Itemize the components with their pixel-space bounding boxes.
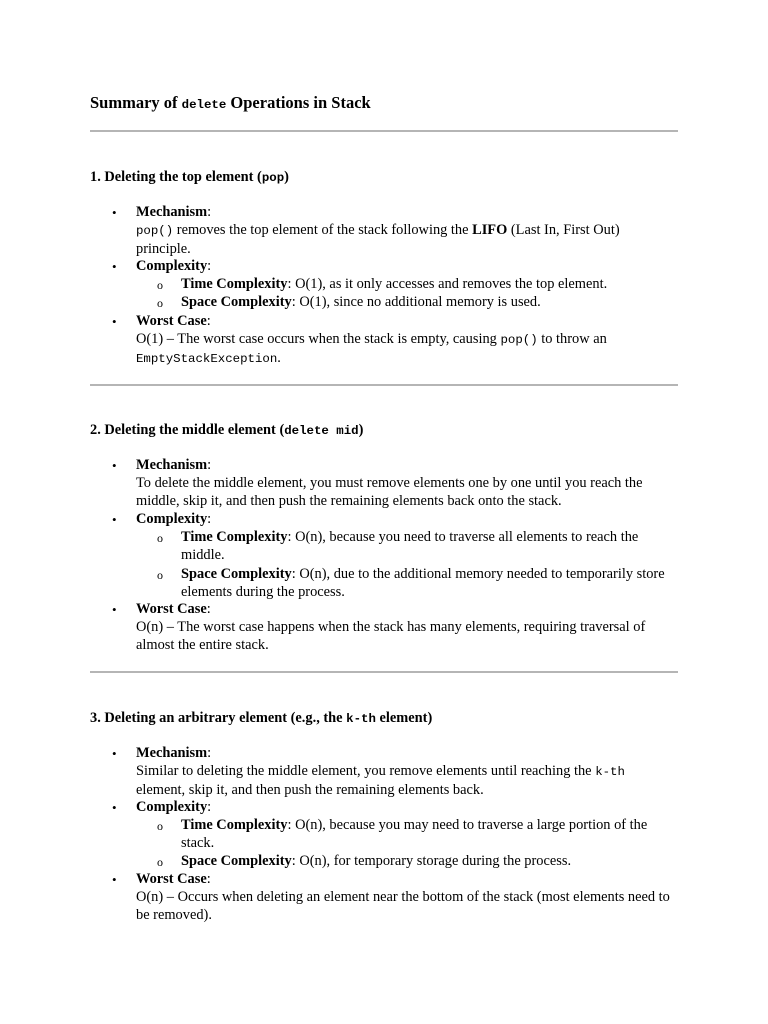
- worst-case-item: Worst Case: O(n) – The worst case happens when the stack has many elements, requiring traversal of almost the entire stack.: [136, 601, 646, 653]
- bullet-icon: •: [112, 512, 117, 527]
- complexity-item: Complexity:: [136, 258, 212, 274]
- complexity-item: Complexity:: [136, 511, 212, 527]
- page-title: Summary of delete Operations in Stack: [90, 93, 371, 112]
- divider: [90, 130, 678, 132]
- space-complexity-item: Space Complexity: O(n), for temporary storage during the process.: [181, 853, 572, 869]
- mechanism-item: Mechanism: pop() removes the top element of the stack following the LIFO (Last In, First Out) principle.: [136, 204, 620, 257]
- space-complexity-item: Space Complexity: O(1), since no additional memory is used.: [181, 294, 541, 310]
- space-complexity-item: Space Complexity: O(n), due to the additional memory needed to temporarily store elements during the process.: [181, 566, 665, 600]
- sub-bullet-icon: o: [157, 855, 163, 869]
- bullet-icon: •: [112, 205, 117, 220]
- worst-case-item: Worst Case: O(n) – Occurs when deleting an element near the bottom of the stack (most elements need to be removed).: [136, 871, 670, 923]
- sub-bullet-icon: o: [157, 296, 163, 310]
- bullet-icon: •: [112, 314, 117, 329]
- time-complexity-item: Time Complexity: O(n), because you need to traverse all elements to reach the middle.: [181, 529, 639, 563]
- mechanism-item: Mechanism: Similar to deleting the middle element, you remove elements until reaching the k-th element, skip it, and then push the remaining elements back.: [136, 745, 625, 798]
- bullet-icon: •: [112, 602, 117, 617]
- section-heading-delete-mid: 2. Deleting the middle element (delete mid): [90, 422, 364, 438]
- complexity-item: Complexity:: [136, 799, 212, 815]
- time-complexity-item: Time Complexity: O(n), because you may need to traverse a large portion of the stack.: [181, 817, 648, 851]
- sub-bullet-icon: o: [157, 531, 163, 545]
- divider: [90, 384, 678, 386]
- section-heading-kth: 3. Deleting an arbitrary element (e.g., the k-th element): [90, 710, 433, 726]
- section-heading-pop: 1. Deleting the top element (pop): [90, 169, 289, 185]
- bullet-icon: •: [112, 458, 117, 473]
- bullet-icon: •: [112, 800, 117, 815]
- time-complexity-item: Time Complexity: O(1), as it only accesses and removes the top element.: [181, 276, 608, 292]
- bullet-icon: •: [112, 872, 117, 887]
- sub-bullet-icon: o: [157, 819, 163, 833]
- sub-bullet-icon: o: [157, 568, 163, 582]
- bullet-icon: •: [112, 746, 117, 761]
- mechanism-item: Mechanism: To delete the middle element, you must remove elements one by one until you reach the middle, skip it, and then push the remaining elements back onto the stack.: [136, 457, 643, 509]
- divider: [90, 671, 678, 673]
- bullet-icon: •: [112, 259, 117, 274]
- sub-bullet-icon: o: [157, 278, 163, 292]
- worst-case-item: Worst Case: O(1) – The worst case occurs when the stack is empty, causing pop() to throw an EmptyStackException.: [136, 313, 607, 366]
